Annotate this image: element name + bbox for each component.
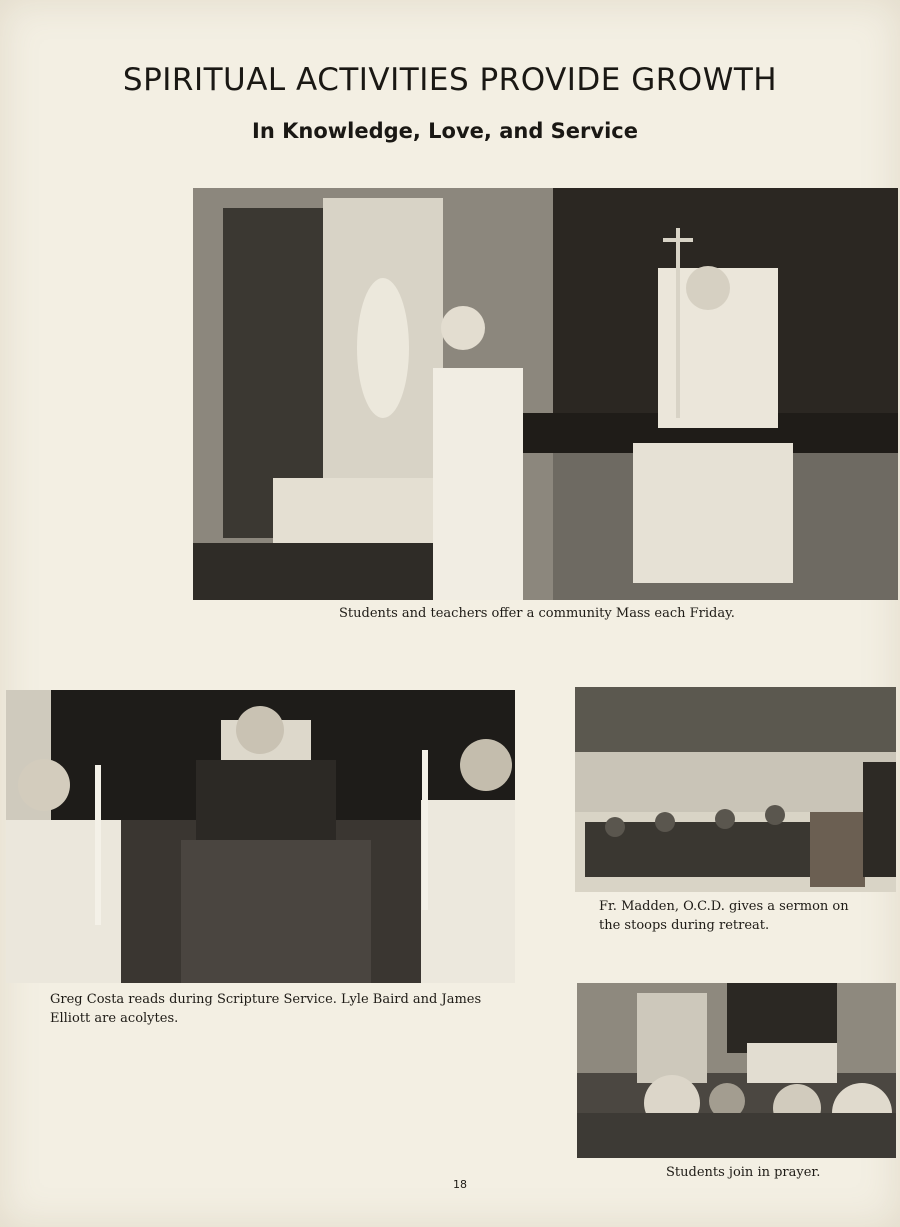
photo-scripture-service [6,690,515,983]
caption-scripture-service: Greg Costa reads during Scripture Service. Lyle Baird and James Elliott are acolytes. [50,992,482,1026]
page-title: SPIRITUAL ACTIVITIES PROVIDE GROWTH [122,62,778,98]
caption-retreat-sermon: Fr. Madden, O.C.D. gives a sermon on the stoops during retreat. [599,899,849,933]
page-subtitle: In Knowledge, Love, and Service [252,119,638,143]
photo-retreat-sermon [575,687,896,892]
caption-students-prayer: Students join in prayer. [666,1165,821,1180]
photo-students-prayer [577,983,896,1158]
caption-community-mass: Students and teachers offer a community Mass each Friday. [339,606,735,621]
page-number: 18 [453,1178,467,1191]
photo-community-mass [193,188,898,600]
